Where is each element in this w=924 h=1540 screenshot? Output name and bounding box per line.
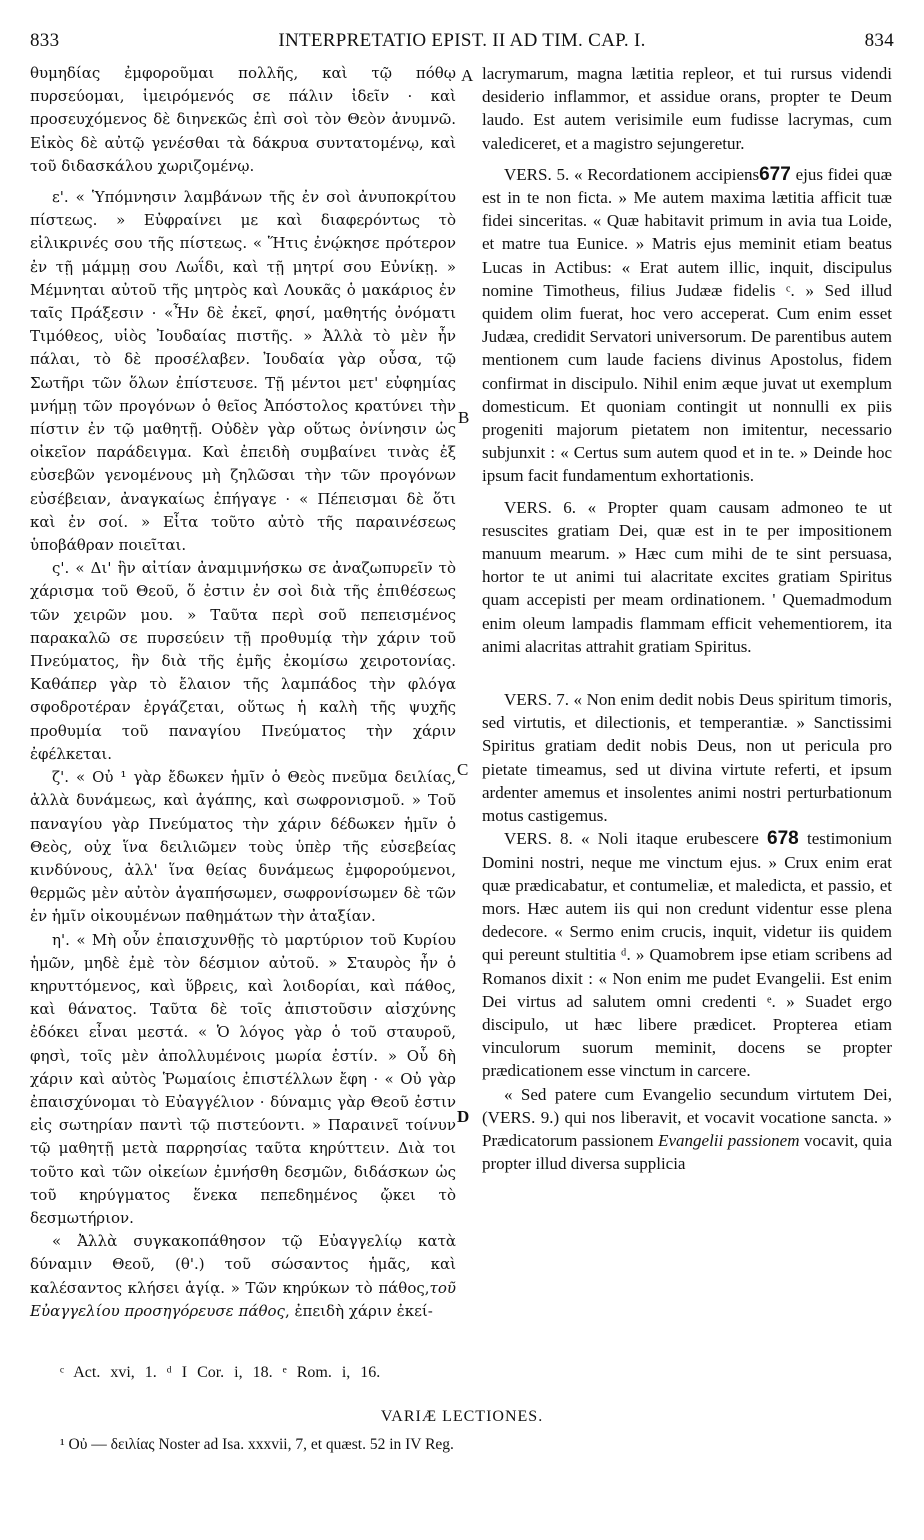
latin-text: VERS. 5. « Recordationem accipiens [504,164,760,184]
greek-text: « Ἀλλὰ συγκακοπάθησον τῷ Εὐαγγελίῳ κατὰ δύναμιν Θεοῦ, (θ'.) τοῦ σώσαντος ἡμᾶς, καὶ καλέσαντος κλήσει ἁγίᾳ. » Τῶν κηρύκων τὸ πάθος, [30,1232,456,1297]
margin-marker-b: B [458,408,470,427]
column-number: 678 [767,828,799,850]
margin-marker-c: C [457,760,469,779]
latin-paragraph [482,163,892,488]
margin-marker-a: A [461,66,474,85]
latin-paragraph [482,1083,892,1176]
latin-column [482,62,892,1175]
greek-paragraph: ζ'. « Οὐ ¹ γὰρ ἔδωκεν ἡμῖν ὁ Θεὸς πνεῦμα δειλίας, ἀλλὰ δυνάμεως, καὶ ἀγάπης, καὶ σωφρονισμοῦ. » Τοῦ παναγίου γὰρ Πνεύματος τὴν χάριν δέδωκεν ἡμῖν ὁ Θεὸς, οὐχ ἵνα δειλιῶμεν τοὺς ὑπὲρ τῆς εὐσεβείας κινδύνους, ἀλλ' ἵνα θείας δυνάμεως ἐμφορούμενοι, θερμῶς μὲν αὐτὸν ἀγαπήσωμεν, σωφρονίσωμεν δὲ τῶν ἐν ἡμῖν οἰκουμένων παθημάτων τὴν ἀταξίαν. [30,768,456,926]
column-number: 677 [759,163,791,185]
latin-text: « Sed patere cum Evangelio secundum virtutem Dei, (VERS. 9.) qui nos liberavit, et vocavit vocatione sancta. » Prædicatorum passionem [482,1084,892,1150]
greek-text: , ἐπειδὴ χάριν ἐκεί- [284,1301,433,1320]
greek-paragraph: η'. « Μὴ οὖν ἐπαισχυνθῇς τὸ μαρτύριον τοῦ Κυρίου ἡμῶν, μηδὲ ἐμὲ τὸν δέσμιον αὐτοῦ. » Σταυρὸς ἦν ὁ κηρυττόμενος, καὶ ὕβρεις, καὶ λοιδορίαι, καὶ πάθος, καὶ θάνατος. Ταῦτα δὲ τοῖς ἀπιστοῦσιν αἰσχύνης ἐδόκει εἶναι μεστά. « Ὁ λόγος γὰρ ὁ τοῦ σταυροῦ, φησὶ, τοῖς μὲν ἀπολλυμένοις μωρία ἐστίν. » Οὗ δὴ χάριν καὶ αὐτὸς Ῥωμαίοις ἐπιστέλλων ἔφη · « Οὐ γὰρ ἐπαισχύνομαι τὸ Εὐαγγέλιον · δύναμις γὰρ Θεοῦ ἐστιν εἰς σωτηρίαν παντὶ τῷ πιστεύοντι. » Παραινεῖ τοίνυν τῷ μαθητῇ μετὰ παρρησίας ταῦτα κηρύττειν. Διὰ τοι τοῦτο καὶ τῶν οἰκείων ἐμνήσθη δεσμῶν, διδάσκων ὡς τοῦ κηρύγματος ἕνεκα πεπεδημένος ᾤκει τὸ δεσμωτήριον. [30,930,456,1227]
latin-paragraph: VERS. 7. « Non enim dedit nobis Deus spiritum timoris, sed virtutis, et dilectionis, et temperantiæ. » Sanctissimi Spiritus gratiam dedit nobis Deus, non ut pericula pro pietate timeamus, sed ut divina virtute referti, et ipsum ardenter amemus et insolentes animi nostri perturbationum motus castigemus. [482,690,892,826]
margin-marker-d: D [457,1107,470,1126]
latin-text: vocavit, quia propter illud diversa supplicia [482,1130,893,1174]
greek-italic: προσηγόρευσε [124,1301,234,1320]
latin-paragraph: lacrymarum, magna lætitia repleor, et tui rursus videndi desiderio inflammor, et assidue orans, propter te Deum laudo. Est autem verisimile eum fudisse lacrymas, cum valediceret, et a magistro sejungeretur. [482,64,892,153]
left-page-number: 833 [30,30,60,51]
greek-paragraph [30,1230,456,1323]
latin-text: testimonium Domini nostri, neque me vinctum ejus. » Crux enim erat quæ prædicabatur, et contumeliæ, et maledicta, et passio, et mors. Hæc autem iis qui non credunt videntur esse plena dedecore. « Sermo enim crucis, inquit, videtur iis quidem qui pereunt stultitia ᵈ. » Quamobrem ipse etiam scribens ad Romanos dixit : « Non enim me pudet Evangelii. Est enim Dei virtus ad salutem omni credenti ᵉ. » Suadet ergo discipulo, ut hæc libere prædicet. Propterea etiam vinculorum suorum meminit, docens se propter prædicationem esse vinctum in carcere. [482,829,893,1081]
page-header [30,30,894,60]
variae-lectiones-note: ¹ Οὐ — δειλίας Noster ad Isa. xxxvii, 7, et quæst. 52 in IV Reg. [60,1436,454,1453]
variae-lectiones-title: VARIÆ LECTIONES. [380,1408,544,1425]
latin-paragraph [482,827,892,1082]
greek-column [30,62,456,1323]
right-page-number: 834 [864,30,894,51]
running-title: INTERPRETATIO EPIST. II AD TIM. CAP. I. [278,30,646,51]
latin-text: VERS. 8. « Noli itaque erubescere [504,829,759,849]
latin-paragraph: VERS. 6. « Propter quam causam admoneo te ut resuscites gratiam Dei, quæ est in te per impositionem manuum mearum. » Hæc cum mihi de te sint persuasa, hortor te ut animi tui alacritate excites gratiam Spiritus quam accepisti per meam ordinationem. ' Quemadmodum enim oleum lampadis flammam efficit vehementiorem, ita animi alacritas attrahit gratiam Spiritus. [482,497,892,656]
footnotes: ᶜ Act. xvi, 1. ᵈ I Cor. i, 18. ᵉ Rom. i, 16. [60,1364,381,1381]
greek-paragraph: ς'. « Δι' ἣν αἰτίαν ἀναμιμνήσκω σε ἀναζωπυρεῖν τὸ χάρισμα τοῦ Θεοῦ, ὅ ἐστιν ἐν σοὶ διὰ τῆς ἐπιθέσεως τῶν χειρῶν μου. » Ταῦτα περὶ σοῦ πεπεισμένος παρακαλῶ σε πυρσεύειν τῇ προθυμίᾳ τὴν χάριν τοῦ Πνεύματος, ἣν διὰ τῆς ἐμῆς ἐκομίσω χειροτονίας. Καθάπερ γὰρ τὸ ἔλαιον τῆς λαμπάδος τὴν φλόγα σφοδροτέραν ἐργάζεται, οὕτως ἡ καλὴ τῆς ψυχῆς προθυμία τοῦ παναγίου Πνεύματος τὴν χάριν ἐφέλκεται. [30,559,456,763]
greek-italic: τοῦ Εὐαγγελίου [30,1278,456,1320]
greek-paragraph: θυμηδίας ἐμφοροῦμαι πολλῆς, καὶ τῷ πόθῳ πυρσεύομαι, ἱμειρόμενός σε πάλιν ἰδεῖν · καὶ προσευχόμενος δὲ διηνεκῶς ἐπὶ σοὶ τὸν Θεὸν ἀνυμνῶ. Εἰκὸς δὲ αὐτῷ γενέσθαι τὰ δάκρυα συντατομένῳ, καὶ τοῦ διδασκάλου χωριζομένῳ. [30,64,456,175]
greek-italic: πάθος [238,1301,285,1320]
latin-text: ejus fidei quæ est in te non ficta. » Me autem maxima lætitia afficit tuæ fidei sinceritas. « Quæ habitavit primum in avia tua Loide, et matre tua Eunice. » Matris ejus meminit etiam beatus Lucas in Actibus: « Erat autem illic, inquit, discipulus nomine Timotheus, filius Judææ fidelis ᶜ. » Sed illud quidem olim fuerat, hoc vero acceperat. Cum enim esset Judæa, credidit Servatori universorum. De parentibus autem mentionem cum laude faciens divinus Apostolus, fidem confirmat in discipulo. Nihil enim æque juvat ut exemplum domesticum. Et quoniam contingit ut nonnulli ex piis progeniti majorum pietatem non imitentur, necessario subjunxit : « Certus sum autem quod et in te. » Deinde hoc ipsum facit fundamentum exhortationis. [482,164,892,486]
latin-italic: Evangelii passionem [658,1130,800,1150]
greek-paragraph: ε'. « Ὑπόμνησιν λαμβάνων τῆς ἐν σοὶ ἀνυποκρίτου πίστεως. » Εὐφραίνει με καὶ διαφερόντως τὸ εἰλικρινές σου τῆς πίστεως. « Ἥτις ἐνῴκησε πρότερον ἐν τῇ μάμμῃ σου Λωΐδι, καὶ τῇ μητρί σου Εὐνίκῃ. » Μέμνηται αὐτοῦ τῆς μητρὸς καὶ Λουκᾶς ὁ μακάριος ἐν ταῖς Πράξεσιν · «Ἦν δὲ ἐκεῖ, φησί, μαθητής ὀνόματι Τιμόθεος, υἱὸς Ἰουδαίας πιστῆς. » Ἀλλὰ τὸ μὲν ἦν πάλαι, τὸ δὲ προσέλαβεν. Ἰουδαία γὰρ οὖσα, τῷ Σωτῆρι τῶν ὅλων ἐπίστευσε. Τῇ μέντοι μετ' εὐφημίας μνήμῃ τῶν προγόνων ὁ θεῖος Ἀπόστολος κρατύνει τὴν πίστιν ἐν τῷ μαθητῇ. Οὐδὲν γὰρ οὕτως ὀνίνησιν ὡς οἰκεῖον παράδειγμα. Καὶ ἐπειδὴ συμβαίνει τινὰς ἐξ εὐσεβῶν γενομένους μὴ ζηλῶσαι τὴν τῶν προγόνων εὐσέβειαν, ἀναγκαίως ἐπήγαγε · « Πέπεισμαι δὲ ὅτι καὶ ἐν σοί. » Εἶτα τοῦτο αὐτὸ τῆς παραινέσεως ὑποβάθραν ποιεῖται. [30,188,456,555]
